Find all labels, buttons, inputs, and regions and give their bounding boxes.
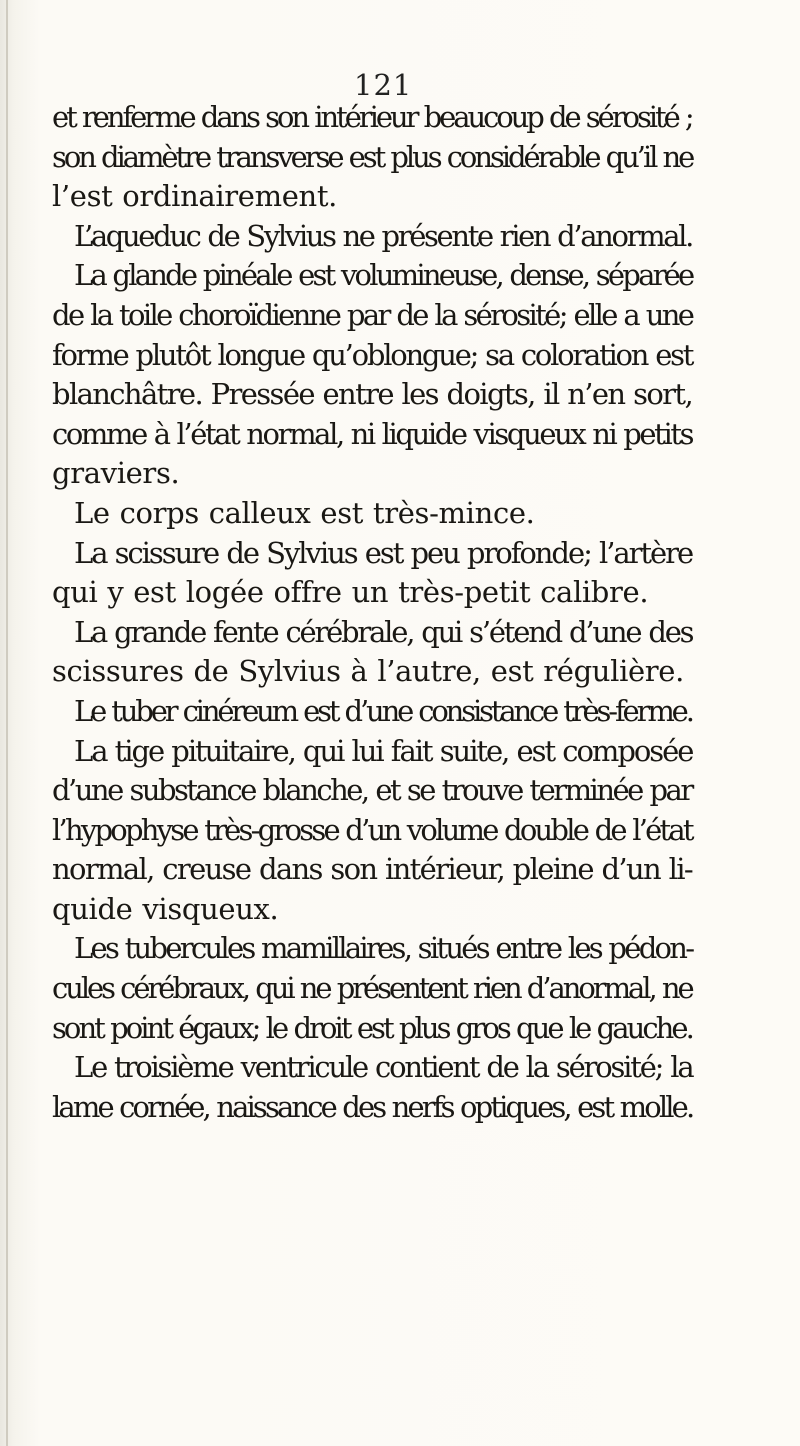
text-line: L’aqueduc de Sylvius ne présente rien d’anormal.	[74, 218, 692, 253]
page-number: 121	[354, 68, 413, 102]
body-text	[52, 98, 692, 1127]
text-line: blanchâtre. Pressée entre les doigts, il n’en sort,	[52, 377, 693, 412]
text-line: Le tuber cinéreum est d’une consistance très-ferme.	[74, 693, 692, 728]
text-line: sont point égaux; le droit est plus gros que le gauche.	[52, 1010, 692, 1045]
text-line: l’est ordinairement.	[52, 179, 338, 214]
text-line: La glande pinéale est volumineuse, dense, séparée	[74, 258, 693, 293]
text-line: de la toile choroïdienne par de la sérosité; elle a une	[52, 297, 693, 332]
text-line: Les tubercules mamillaires, situés entre les pédon-	[74, 931, 693, 966]
text-line: lame cornée, naissance des nerfs optiques, est molle.	[52, 1089, 693, 1124]
text-line: et renferme dans son intérieur beaucoup de sérosité ;	[52, 100, 692, 134]
text-line: Le corps calleux est très-mince.	[74, 495, 535, 530]
text-line: scissures de Sylvius à l’autre, est régulière.	[52, 654, 684, 689]
text-line: cules cérébraux, qui ne présentent rien d’anormal, ne	[52, 971, 692, 1006]
text-line: quide visqueux.	[52, 891, 279, 926]
text-line: La tige pituitaire, qui lui fait suite, est composée	[74, 733, 693, 768]
text-line: La grande fente cérébrale, qui s’étend d’une des	[74, 614, 693, 649]
text-line: forme plutôt longue qu’oblongue; sa coloration est	[52, 337, 693, 372]
text-line: graviers.	[52, 456, 180, 491]
text-line: l’hypophyse très-grosse d’un volume double de l’état	[52, 812, 692, 847]
page-gutter-edge	[6, 0, 8, 1446]
text-line: comme à l’état normal, ni liquide visqueux ni petits	[52, 416, 693, 451]
text-line: normal, creuse dans son intérieur, pleine d’un li-	[52, 852, 692, 887]
text-line: son diamètre transverse est plus considérable qu’il ne	[52, 139, 693, 174]
text-line: Le troisième ventricule contient de la sérosité; la	[74, 1050, 693, 1085]
text-line: d’une substance blanche, et se trouve terminée par	[52, 773, 692, 808]
text-line: qui y est logée offre un très-petit calibre.	[52, 575, 649, 610]
text-line: La scissure de Sylvius est peu profonde; l’artère	[74, 535, 693, 570]
